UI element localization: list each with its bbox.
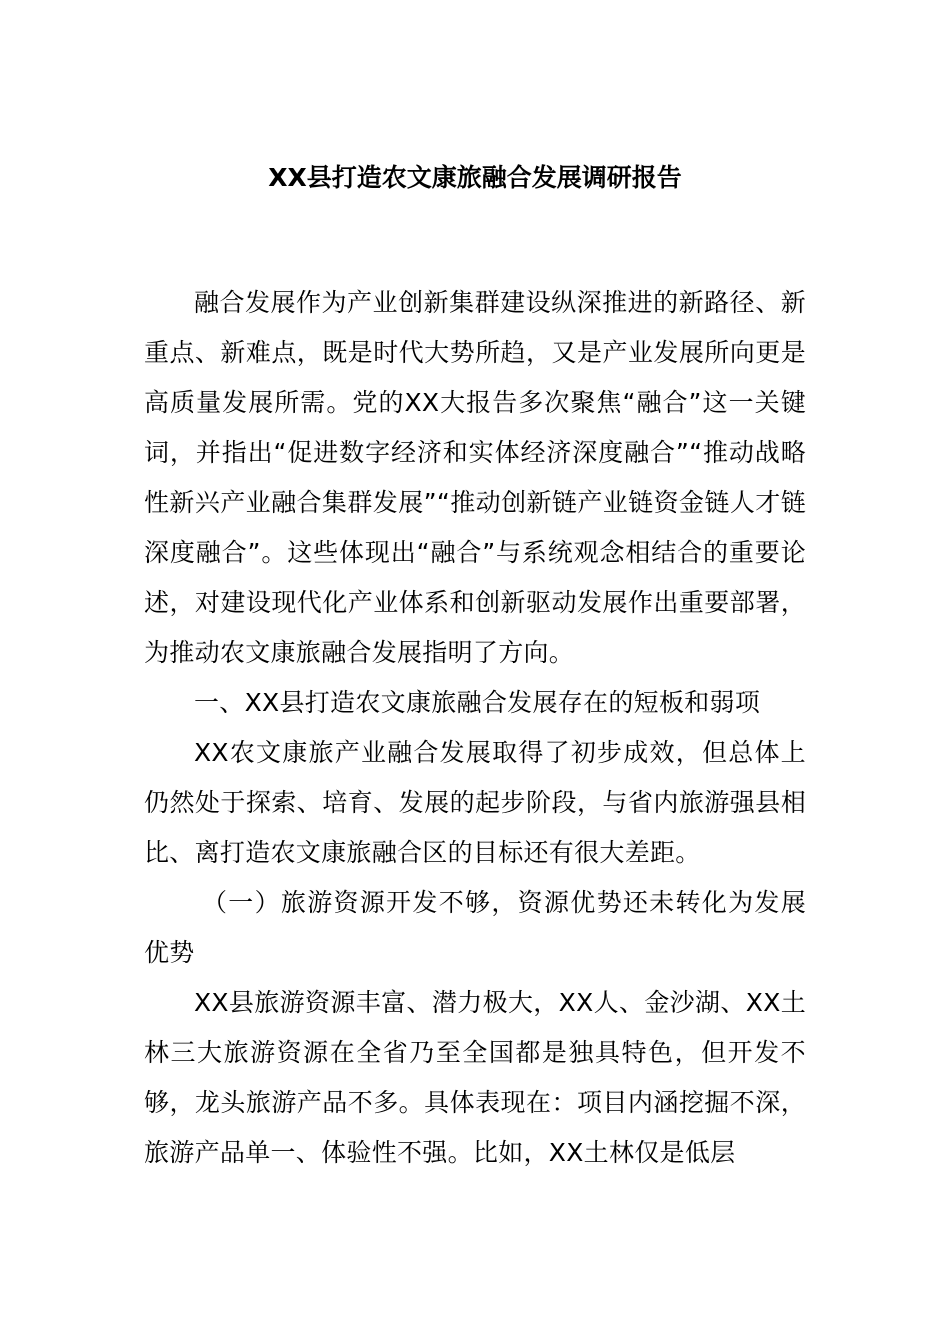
subsection-heading: （一）旅游资源开发不够，资源优势还未转化为发展优势 [144, 888, 806, 967]
body-paragraph: XX农文康旅产业融合发展取得了初步成效，但总体上仍然处于探索、培育、发展的起步阶段，与省内旅游强县相比、离打造农文康旅融合区的目标还有很大差距。 [144, 738, 806, 867]
document-title: XX县打造农文康旅融合发展调研报告 [268, 163, 682, 192]
section-heading: 一、XX县打造农文康旅融合发展存在的短板和弱项 [194, 688, 761, 717]
document-body [144, 278, 806, 1178]
body-paragraph: XX县旅游资源丰富、潜力极大，XX人、金沙湖、XX土林三大旅游资源在全省乃至全国都是独具特色，但开发不够，龙头旅游产品不多。具体表现在：项目内涵挖掘不深，旅游产品单一、体验性不强。比如，XX土林仅是低层 [144, 988, 806, 1167]
intro-paragraph: 融合发展作为产业创新集群建设纵深推进的新路径、新重点、新难点，既是时代大势所趋，又是产业发展所向更是高质量发展所需。党的XX大报告多次聚焦“融合”这一关键词，并指出“促进数字经济和实体经济深度融合”“推动战略性新兴产业融合集群发展”“推动创新链产业链资金链人才链深度融合”。这些体现出“融合”与系统观念相结合的重要论述，对建设现代化产业体系和创新驱动发展作出重要部署，为推动农文康旅融合发展指明了方向。 [144, 288, 806, 667]
